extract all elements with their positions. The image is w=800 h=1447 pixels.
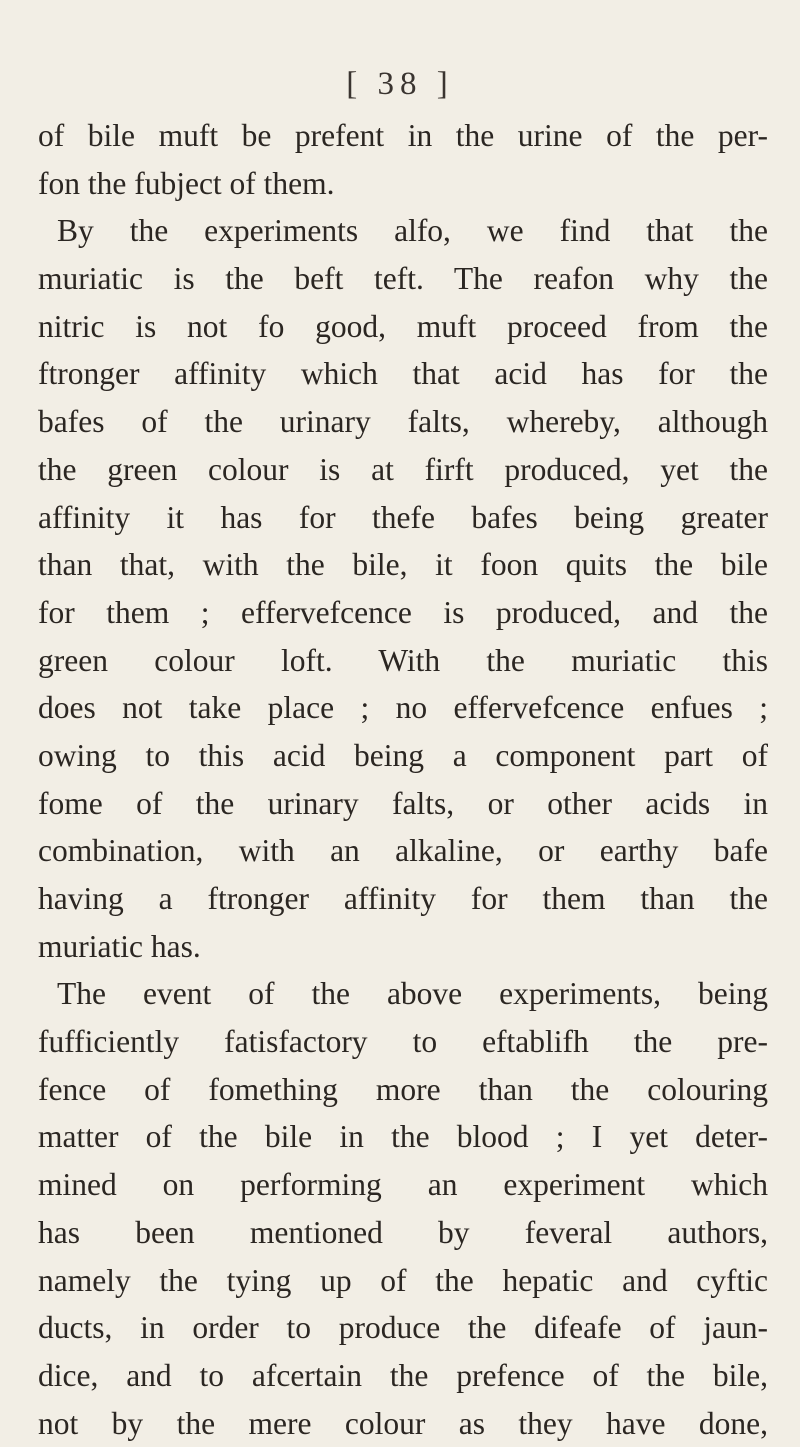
text-line: having a ftronger affinity for them than the [38,881,768,916]
text-line: has been mentioned by feveral authors, [38,1214,768,1250]
text-line: green colour loft. With the muriatic this [38,642,768,678]
text-line: ducts, in order to produce the difeafe of jaun- [38,1310,768,1346]
text-line: of bile muft be prefent in the urine of the per- [38,118,768,153]
page-number: [ 38 ] [346,66,454,102]
text-line: muriatic is the beft teft. The reafon why the [38,261,768,297]
text-line: owing to this acid being a component part of [38,737,768,773]
text-line: than that, with the bile, it foon quits the bile [38,547,768,583]
text-line: does not take place ; no effervefcence enfues ; [38,690,768,726]
body-text [38,112,768,1447]
text-line: dice, and to afcertain the prefence of the bile, [38,1357,768,1393]
text-line: fome of the urinary falts, or other acids in [38,785,768,821]
text-line: affinity it has for thefe bafes being greater [38,499,768,535]
text-line: matter of the bile in the blood ; I yet deter- [38,1119,768,1155]
text-line: not by the mere colour as they have done, [38,1405,768,1441]
text-line: mined on performing an experiment which [38,1167,768,1203]
text-line: the green colour is at firft produced, yet the [38,451,768,487]
text-line: By the experiments alfo, we find that the [57,213,768,249]
text-line: fence of fomething more than the colouring [38,1071,768,1107]
text-line: namely the tying up of the hepatic and cyftic [38,1262,768,1298]
text-line: nitric is not fo good, muft proceed from the [38,308,768,344]
text-line: fufficiently fatisfactory to eftablifh the pre- [38,1024,768,1060]
text-line: for them ; effervefcence is produced, and the [38,594,768,630]
text-line: muriatic has. [38,928,201,964]
text-line: ftronger affinity which that acid has for the [38,356,768,392]
text-line: The event of the above experiments, being [57,976,768,1012]
text-line: fon the fubject of them. [38,165,335,201]
text-line: combination, with an alkaline, or earthy bafe [38,833,768,869]
text-line: bafes of the urinary falts, whereby, although [38,404,768,440]
